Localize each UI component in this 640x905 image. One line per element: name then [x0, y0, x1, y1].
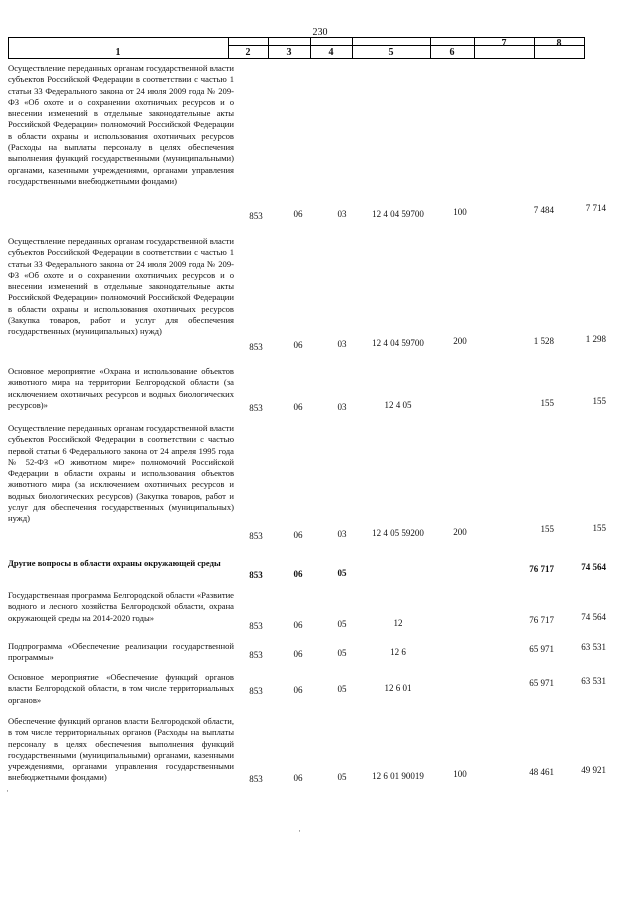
cell-amount-2: 155	[592, 396, 606, 406]
cell-section: 06	[293, 530, 303, 540]
cell-amount-1: 48 461	[529, 767, 554, 777]
cell-section: 06	[293, 685, 303, 695]
row-description: Государственная программа Белгородской области «Развитие водного и лесного хозяйства Белгородской области, охрана окружающей среды на 2014-2020 годы»	[8, 590, 234, 623]
cell-amount-1: 76 717	[529, 615, 554, 625]
cell-amount-1: 155	[540, 524, 554, 534]
cell-amount-2: 49 921	[581, 765, 606, 775]
cell-amount-2: 7 714	[585, 203, 606, 213]
cell-target-article: 12 4 05 59200	[372, 528, 424, 538]
row-description: Другие вопросы в области охраны окружающей среды	[8, 558, 221, 568]
cell-subsection: 05	[337, 772, 347, 782]
scan-speck: ·	[6, 786, 9, 796]
column-header-3: 3	[286, 47, 292, 58]
row-description: Основное мероприятие «Обеспечение функций органов власти Белгородской области, в том числе территориальных органов»	[8, 672, 234, 705]
cell-amount-2: 63 531	[581, 676, 606, 686]
column-header-1: 1	[115, 47, 121, 58]
cell-target-article: 12 4 04 59700	[372, 209, 424, 219]
row-description: Подпрограмма «Обеспечение реализации государственной программы»	[8, 641, 234, 663]
cell-expense-type: 200	[453, 336, 467, 346]
column-header-5: 5	[388, 47, 394, 58]
cell-amount-1: 76 717	[529, 564, 554, 574]
cell-grbs: 853	[249, 570, 263, 580]
column-header-8: 8	[556, 38, 562, 49]
cell-amount-1: 65 971	[529, 644, 554, 654]
cell-grbs: 853	[249, 686, 263, 696]
cell-section: 06	[293, 773, 303, 783]
cell-section: 06	[293, 649, 303, 659]
cell-target-article: 12	[393, 618, 403, 628]
row-description: Обеспечение функций органов власти Белгородской области, в том числе территориальных органов (Расходы на выплаты персоналу в целях обеспечения выполнения функций государственными (муниципальными) органами, казенными учреждениями, органами управления государственными внебюджетными фондами)	[8, 716, 234, 783]
cell-subsection: 03	[337, 529, 347, 539]
cell-section: 06	[293, 569, 303, 579]
cell-grbs: 853	[249, 774, 263, 784]
page-number: 230	[312, 27, 328, 38]
cell-section: 06	[293, 620, 303, 630]
cell-target-article: 12 4 05	[384, 400, 412, 410]
row-description: Осуществление переданных органам государственной власти субъектов Российской Федерации в соответствии с частью 1 статьи 33 Федерального закона от 24 июля 2009 года № 209-ФЗ «Об охоте и о сохранении охотничьих ресурсов и о внесении изменений в отдельные законодательные акты Российской Федерации» полномочий Российской Федерации в области охраны и использования охотничьих ресурсов (Расходы на выплаты персоналу в целях обеспечения выполнения функций государственными (муниципальными) органами, казенными учреждениями, органами управления государственными внебюджетными фондами)	[8, 63, 234, 186]
cell-amount-2: 63 531	[581, 642, 606, 652]
cell-amount-2: 74 564	[581, 612, 606, 622]
cell-target-article: 12 6 01 90019	[372, 771, 424, 781]
cell-subsection: 05	[337, 619, 347, 629]
cell-amount-2: 155	[592, 523, 606, 533]
cell-section: 06	[293, 402, 303, 412]
cell-amount-1: 1 528	[533, 336, 554, 346]
column-header-2: 2	[245, 47, 251, 58]
cell-target-article: 12 4 04 59700	[372, 338, 424, 348]
cell-grbs: 853	[249, 621, 263, 631]
cell-section: 06	[293, 340, 303, 350]
cell-expense-type: 200	[453, 527, 467, 537]
cell-amount-1: 65 971	[529, 678, 554, 688]
cell-amount-1: 7 484	[533, 205, 554, 215]
cell-expense-type: 100	[453, 769, 467, 779]
cell-grbs: 853	[249, 531, 263, 541]
cell-grbs: 853	[249, 650, 263, 660]
row-description: Осуществление переданных органам государственной власти субъектов Российской Федерации в соответствии с частью первой статьи 6 Федерального закона от 24 апреля 1995 года № 52-ФЗ «О животном мире» полномочий Российской Федерации в области охраны и использования объектов животного мира (за исключением охотничьих ресурсов и водных биологических ресурсов) (Закупка товаров, работ и услуг для обеспечения государственных (муниципальных) нужд)	[8, 423, 234, 524]
cell-target-article: 12 6 01	[384, 683, 412, 693]
cell-subsection: 03	[337, 402, 347, 412]
cell-subsection: 03	[337, 339, 347, 349]
cell-section: 06	[293, 209, 303, 219]
cell-grbs: 853	[249, 403, 263, 413]
column-header-6: 6	[449, 47, 455, 58]
scan-speck: ·	[298, 826, 301, 836]
cell-amount-2: 74 564	[581, 562, 606, 572]
cell-grbs: 853	[249, 211, 263, 221]
cell-expense-type: 100	[453, 207, 467, 217]
column-header-4: 4	[328, 47, 334, 58]
cell-subsection: 05	[337, 684, 347, 694]
column-header-7: 7	[501, 38, 507, 49]
header-bottom-rule	[8, 58, 584, 59]
header-col-border	[584, 37, 585, 59]
cell-grbs: 853	[249, 342, 263, 352]
cell-subsection: 05	[337, 648, 347, 658]
cell-subsection: 03	[337, 209, 347, 219]
cell-target-article: 12 6	[390, 647, 406, 657]
cell-amount-2: 1 298	[585, 334, 606, 344]
cell-amount-1: 155	[540, 398, 554, 408]
row-description: Основное мероприятие «Охрана и использование объектов животного мира на территории Белгородской области (за исключением охотничьих ресурсов и водных биологических ресурсов)»	[8, 366, 234, 410]
row-description: Осуществление переданных органам государственной власти субъектов Российской Федерации в соответствии с частью 1 статьи 33 Федерального закона от 24 июля 2009 года № 209-ФЗ «Об охоте и о сохранении охотничьих ресурсов и о внесении изменений в отдельные законодательные акты Российской Федерации» полномочий Российской Федерации в области охраны и использования охотничьих ресурсов (Закупка товаров, работ и услуг для обеспечения государственных (муниципальных) нужд)	[8, 236, 234, 337]
cell-subsection: 05	[337, 568, 347, 578]
